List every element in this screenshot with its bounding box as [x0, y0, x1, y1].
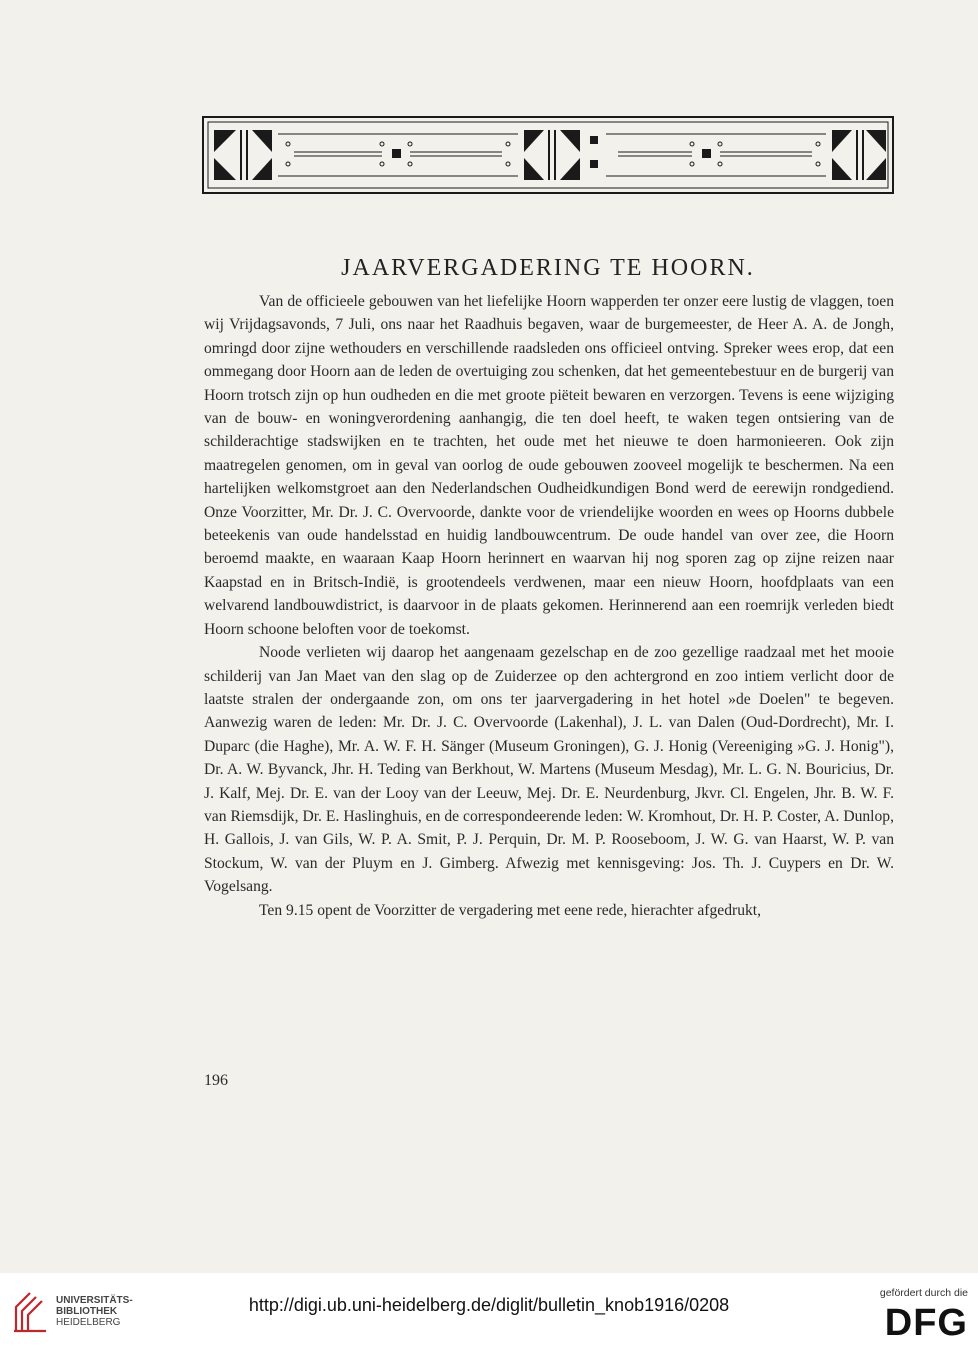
paragraph-2: Noode verlieten wij daarop het aangenaam gezelschap en de zoo gezellige raadzaal met het mooie schilderij van Jan Maet van den slag op de Zuiderzee op den achtergrond en zoo intiem verlicht door de laatste stralen der ondergaande zon, om ons ter jaarvergadering in het hotel »de Doelen" te begeven. Aanwezig waren de leden: Mr. Dr. J. C. Overvoorde (Lakenhal), J. L. van Dalen (Oud-Dordrecht), Mr. I. Duparc (die Haghe), Mr. A. W. F. H. Sänger (Museum Groningen), G. J. Honig (Vereeniging »G. J. Honig"), Dr. A. W. Byvanck, Jhr. H. Teding van Berkhout, W. Martens (Museum Mesdag), Mr. L. G. N. Bouricius, Dr. J. Kalf, Mej. Dr. E. van der Looy van der Leeuw, Mej. Dr. E. Neurdenburg, Jkvr. Cl. Engelen, Jhr. B. W. F. van Riemsdijk, Dr. E. Haslinghuis, en de correspondeerende leden: W. Kromhout, Dr. H. P. Coster, A. Dunlop, H. Gallois, J. van Gils, W. P. A. Smit, P. J. Perquin, Dr. M. P. Rooseboom, J. W. G. van Haarst, W. P. van Stockum, W. van der Pluym en J. Gimberg. Afwezig met kennisgeving: Jos. Th. J. Cuypers en Dr. W. Vogelsang.	[204, 644, 894, 896]
library-name-line3: HEIDELBERG	[56, 1317, 121, 1328]
page-number: 196	[204, 1072, 228, 1089]
sponsor-text: gefördert durch die	[879, 1287, 968, 1299]
library-name-line1: UNIVERSITÄTS-	[56, 1295, 133, 1306]
article-body	[204, 290, 894, 922]
paragraph-1: Van de officieele gebouwen van het liefelijke Hoorn wapperden ter onzer eere lustig de vlaggen, toen wij Vrijdagsavonds, 7 Juli, ons naar het Raadhuis begaven, waar de burgemeester, de Heer A. A. de Jongh, omringd door zijne wethouders en verschillende raadsleden ons officieel ontving. Spreker wees erop, dat een ommegang door Hoorn aan de leden de overtuiging zou schenken, dat het gemeentebestuur en de burgerij van Hoorn trotsch zijn op hun oudheden en die met groote piëteit bewaren en verzorgen. Tevens is eene wijziging van de bouw- en woningverordening aanhangig, die ten doel heeft, te waken tegen ontsiering van de schilderachtige stadswijken en te trachten, het oude met het nieuwe te doen harmonieeren. Ook zijn maatregelen genomen, om in geval van oorlog de oude gebouwen zooveel mogelijk te beschermen. Na een hartelijken welkomstgroet aan den Nederlandschen Oudheidkundigen Bond werd de eerewijn rondgediend. Onze Voorzitter, Mr. Dr. J. C. Overvoorde, dankte voor de vriendelijke woorden en wees op Hoorns dubbele beteekenis van oude handelsstad en huidig landbouwcentrum. De oude handel van over zee, die Hoorn beroemd maakte, en waaraan Kaap Hoorn herinnert en waarvan hij nog sporen zag op zijne reizen naar Kaapstad en in Britsch-Indië, is grootendeels verdwenen, maar een nieuw Hoorn, hoofdplaats van een welvarend landbouwdistrict, is daarvoor in de plaats gekomen. Herinnerend aan een roemrijk verleden biedt Hoorn schoone beloften voor de toekomst.	[204, 293, 894, 638]
viewer-footer	[0, 1273, 978, 1350]
permalink-url[interactable]: http://digi.ub.uni-heidelberg.de/diglit/bulletin_knob1916/0208	[248, 1295, 730, 1315]
decorative-header-ornament	[202, 116, 894, 194]
paragraph-3: Ten 9.15 opent de Voorzitter de vergadering met eene rede, hierachter afgedrukt,	[259, 901, 762, 919]
library-name-line2: BIBLIOTHEK	[56, 1306, 118, 1317]
dfg-logo[interactable]: DFG	[884, 1302, 968, 1344]
article-title: JAARVERGADERING TE HOORN.	[341, 255, 755, 281]
